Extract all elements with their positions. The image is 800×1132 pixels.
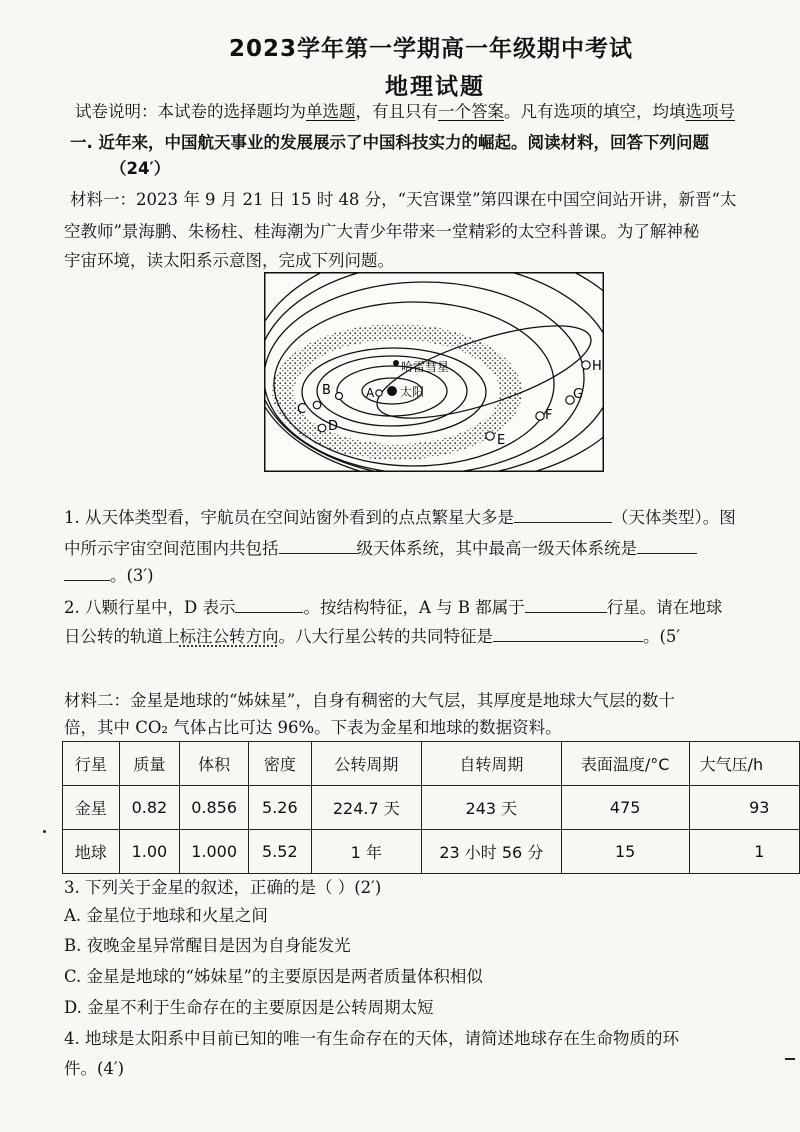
- q2-blank-2[interactable]: [525, 596, 607, 613]
- sun-label: 太阳: [400, 385, 425, 399]
- q1-blank-2[interactable]: [279, 537, 357, 554]
- q2-text-d: 日公转的轨道上: [64, 627, 180, 646]
- table-header-cell: 自转周期: [421, 742, 561, 786]
- planet-h-label: H: [592, 359, 602, 374]
- planet-d: [318, 424, 326, 432]
- instructions-mid: ，有且只有: [355, 102, 438, 121]
- planet-b-label: B: [322, 383, 331, 398]
- q3-option-a[interactable]: A. 金星位于地球和火星之间: [64, 906, 268, 925]
- planet-f: [536, 412, 544, 420]
- scan-speck: [785, 1058, 795, 1060]
- table-header-cell: 表面温度/°C: [561, 742, 689, 786]
- q3-option-b[interactable]: B. 夜晚金星异常醒目是因为自身能发光: [64, 936, 351, 955]
- instructions-mid2: 。凡有选项的填空，均填: [504, 102, 686, 121]
- q2-score: 。(5′: [643, 627, 681, 646]
- comet-label: 哈雷彗星: [401, 360, 450, 374]
- table-header-cell: 质量: [119, 742, 180, 786]
- q1-blank-3[interactable]: [637, 537, 697, 554]
- table-cell: 93: [689, 786, 799, 830]
- table-cell: 1.00: [119, 830, 180, 874]
- planet-e: [486, 432, 494, 440]
- table-cell: 5.26: [249, 786, 312, 830]
- planet-f-label: F: [545, 408, 553, 423]
- q4-line2: 件。(4′): [64, 1059, 125, 1078]
- table-row: [63, 786, 800, 830]
- q1-blank-1[interactable]: [514, 506, 612, 523]
- table-cell: 1 年: [311, 830, 421, 874]
- planet-g-label: G: [573, 387, 584, 402]
- sun: [387, 386, 397, 396]
- q1-text-c: 中所示宇宙空间范围内共包括: [64, 539, 279, 558]
- q4-line1: 4. 地球是太阳系中目前已知的唯一有生命存在的天体，请简述地球存在生命物质的环: [64, 1029, 679, 1048]
- table-header-cell: 密度: [249, 742, 312, 786]
- table-cell: 5.52: [249, 830, 312, 874]
- solar-system-diagram: [264, 272, 604, 472]
- planet-b: [336, 393, 343, 400]
- table-cell: 0.82: [119, 786, 180, 830]
- instructions-emphasis-2: 一个答案: [438, 102, 504, 121]
- material1-line2: 空教师”景海鹏、朱杨柱、桂海潮为广大青少年带来一堂精彩的太空科普课。为了解神秘: [64, 222, 700, 241]
- planet-e-label: E: [497, 433, 506, 448]
- table-cell: 23 小时 56 分: [421, 830, 561, 874]
- table-header-cell: 大气压/h: [689, 742, 799, 786]
- section1-heading: 一. 近年来，中国航天事业的发展展示了中国科技实力的崛起。阅读材料，回答下列问题: [70, 133, 710, 152]
- q1-line1: [64, 506, 736, 529]
- q2-text-a: 2. 八颗行星中，D 表示: [64, 598, 236, 617]
- exam-title: 2023学年第一学期高一年级期中考试: [229, 36, 634, 62]
- table-cell: 地球: [63, 830, 120, 874]
- table-header-cell: 体积: [180, 742, 249, 786]
- planet-c-label: C: [297, 402, 307, 417]
- material1-line1: 材料一：2023 年 9 月 21 日 15 时 48 分，“天宫课堂”第四课在中国空间站开讲，新晋“太: [70, 190, 737, 209]
- instructions-prefix: 试卷说明：本试卷的选择题均为: [75, 102, 306, 121]
- q3-stem: 3. 下列关于金星的叙述，正确的是（ ）(2′): [64, 878, 382, 897]
- table-cell: 224.7 天: [311, 786, 421, 830]
- q2-text-b: 。按结构特征，A 与 B 都属于: [303, 598, 525, 617]
- q3-option-c[interactable]: C. 金星是地球的“姊妹星”的主要原因是两者质量体积相似: [64, 967, 483, 986]
- q2-line2: [64, 625, 680, 648]
- q1-text-b: （天体类型）。图: [612, 508, 736, 527]
- instructions-emphasis-1: 单选题: [306, 102, 356, 121]
- planet-a-label: A: [366, 386, 375, 400]
- q2-line1: [64, 596, 722, 619]
- q2-text-e: 。八大行星公转的共同特征是: [278, 627, 493, 646]
- q3-option-d[interactable]: D. 金星不利于生命存在的主要原因是公转周期太短: [64, 998, 434, 1017]
- planet-a: [376, 390, 382, 396]
- section1-score: （24′）: [110, 159, 171, 178]
- halley-comet: [393, 360, 399, 366]
- table-header-row: [63, 742, 800, 786]
- planet-h: [582, 361, 590, 369]
- planet-data-table: [62, 741, 800, 874]
- q1-score: 。(3′): [110, 566, 154, 585]
- table-row: [63, 830, 800, 874]
- table-cell: 243 天: [421, 786, 561, 830]
- q2-emphasis: 标注公转方向: [179, 627, 279, 646]
- material1-line3: 宇宙环境，读太阳系示意图，完成下列问题。: [64, 251, 394, 270]
- q2-blank-1[interactable]: [235, 596, 303, 613]
- table-cell: 1.000: [180, 830, 249, 874]
- table-cell: 1: [689, 830, 799, 874]
- instructions: [75, 101, 735, 123]
- material2-line1: 材料二：金星是地球的“姊妹星”，自身有稠密的大气层，其厚度是地球大气层的数十: [64, 691, 675, 710]
- q1-line2: [64, 537, 697, 560]
- q1-blank-3-cont[interactable]: [64, 564, 110, 581]
- exam-subject: 地理试题: [385, 74, 485, 100]
- table-header-cell: 公转周期: [311, 742, 421, 786]
- table-cell: 475: [561, 786, 689, 830]
- table-cell: 15: [561, 830, 689, 874]
- q1-text-a: 1. 从天体类型看，宇航员在空间站窗外看到的点点繁星大多是: [64, 508, 514, 527]
- table-header-cell: 行星: [63, 742, 120, 786]
- table-cell: 0.856: [180, 786, 249, 830]
- material2-line2: 倍，其中 CO₂ 气体占比可达 96%。下表为金星和地球的数据资料。: [64, 718, 562, 737]
- q1-line3: [64, 564, 154, 587]
- table-cell: 金星: [63, 786, 120, 830]
- instructions-emphasis-3: 选项号: [685, 102, 735, 121]
- q1-text-d: 级天体系统，其中最高一级天体系统是: [356, 539, 637, 558]
- planet-c: [313, 401, 321, 409]
- scan-speck: [43, 830, 46, 833]
- q2-text-c: 行星。请在地球: [606, 598, 723, 617]
- q2-blank-3[interactable]: [493, 625, 643, 642]
- planet-d-label: D: [328, 419, 339, 434]
